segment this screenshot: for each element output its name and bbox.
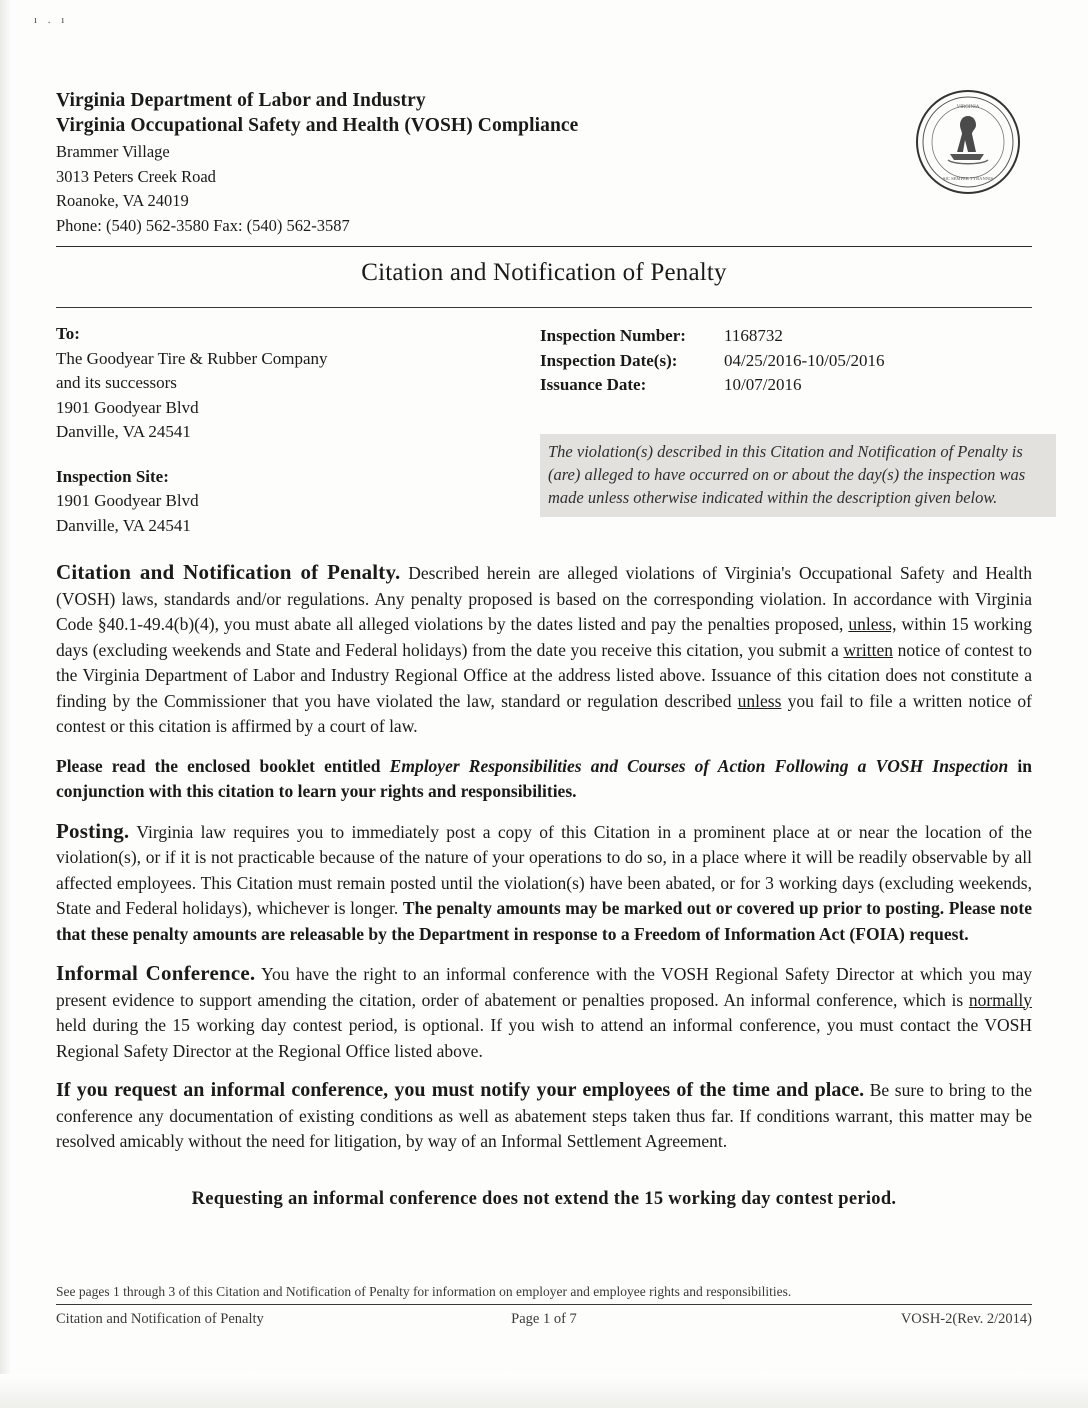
agency-address-line1: Brammer Village [56, 142, 170, 161]
inspection-dates-label: Inspection Date(s): [540, 350, 678, 370]
document-body [56, 560, 1032, 1210]
agency-phone-fax: Phone: (540) 562-3580 Fax: (540) 562-3587 [56, 215, 350, 235]
recipient-block [56, 322, 526, 538]
booklet-text-2: in conjunction with this citation to learn your rights and responsibilities. [56, 755, 1032, 801]
citation-heading: Citation and Notification of Penalty. [56, 560, 401, 584]
recipient-name: The Goodyear Tire & Rubber Company [56, 348, 328, 368]
address-info-block [56, 322, 1032, 538]
informal-text-2: held during the 15 working day contest period, is optional. If you wish to attend an informal conference, you must contact the VOSH Regional Safety Director at the Regional Office listed above. [56, 1015, 1032, 1061]
closing-notice: Requesting an informal conference does not extend the 15 working day contest period. [191, 1188, 897, 1209]
recipient-successors: and its successors [56, 373, 177, 392]
booklet-paragraph [56, 754, 1032, 805]
informal-conference-paragraph [56, 961, 1032, 1064]
scan-corner-marks: ı . ı [34, 14, 69, 26]
footer-row [56, 1309, 1032, 1329]
scan-edge-left [0, 0, 12, 1408]
footer-note: See pages 1 through 3 of this Citation and Notification of Penalty for information on employer and employee rights and responsibilities. [56, 1284, 792, 1299]
violation-note-box: The violation(s) described in this Citation and Notification of Penalty is (are) alleged to have occurred on or about the day(s) the inspection was made unless otherwise indicated within the description given below. [540, 434, 1056, 517]
booklet-title: Employer Responsibilities and Courses of Action Following a VOSH Inspection [389, 755, 1009, 776]
page-footer [56, 1282, 1032, 1329]
inspection-number-label: Inspection Number: [540, 326, 686, 345]
citation-text-3: notice of contest to the Virginia Department of Labor and Industry Regional Office at the address listed above. Issuance of this citation does not constitute a finding by the Commissioner that you have violated the law, standard or regulation described [56, 639, 1032, 711]
inspection-site-label: Inspection Site: [56, 466, 169, 486]
posting-bold-tail: The penalty amounts may be marked out or covered up prior to posting. Please note that these penalty amounts are releasable by the Department in response to a Freedom of Information Act (FOIA) request. [56, 898, 1033, 944]
inspection-dates-value: 04/25/2016-10/05/2016 [724, 350, 885, 370]
issuance-date-label: Issuance Date: [540, 375, 647, 394]
virginia-state-seal-icon [914, 88, 1022, 196]
recipient-street: 1901 Goodyear Blvd [56, 397, 199, 417]
agency-address-line3: Roanoke, VA 24019 [56, 191, 189, 210]
agency-address-line2: 3013 Peters Creek Road [56, 166, 216, 186]
booklet-text-1: Please read the enclosed booklet entitled [56, 755, 390, 776]
posting-paragraph [56, 819, 1032, 948]
issuance-date-value: 10/07/2016 [724, 375, 802, 394]
header-divider-bottom [56, 307, 1032, 308]
citation-paragraph [56, 560, 1032, 740]
svg-text:VIRGINIA: VIRGINIA [956, 105, 980, 110]
inspection-site-city-state-zip: Danville, VA 24541 [56, 515, 191, 535]
request-text: Be sure to bring to the conference any documentation of existing conditions as well as abatement steps taken thus far. If conditions warrant, this matter may be resolved amicably without the need for litigation, by way of an Informal Settlement Agreement. [56, 1080, 1033, 1151]
inspection-dates-row [540, 349, 1032, 374]
inspection-details-block [540, 324, 1032, 398]
footer-doc-name: Citation and Notification of Penalty [56, 1311, 264, 1327]
document-content [56, 88, 1032, 1210]
footer-divider [56, 1304, 1032, 1305]
posting-heading: Posting. [56, 818, 130, 843]
informal-normally: normally [968, 989, 1032, 1010]
agency-name-line1: Virginia Department of Labor and Industry [56, 90, 426, 111]
citation-unless-1: unless, [848, 614, 897, 634]
footer-form-revision: VOSH-2(Rev. 2/2014) [900, 1311, 1032, 1327]
page-title: Citation and Notification of Penalty [361, 259, 727, 286]
citation-unless-2: unless [737, 690, 782, 711]
informal-conference-heading: Informal Conference. [56, 961, 256, 985]
letterhead [56, 88, 1032, 236]
recipient-label: To: [56, 324, 80, 343]
issuance-date-row [540, 373, 1032, 398]
inspection-number-row [540, 324, 1032, 349]
informal-text-1: You have the right to an informal conference with the VOSH Regional Safety Director at which you may present evidence to support amending the citation, order of abatement or penalties proposed. An informal conference, which is [56, 964, 1032, 1010]
scan-edge-bottom [0, 1374, 1088, 1408]
agency-name-line2: Virginia Occupational Safety and Health (VOSH) Compliance [56, 115, 579, 136]
inspection-site-block [56, 465, 526, 539]
request-conference-paragraph [56, 1078, 1032, 1155]
citation-text-4: you fail to file a written notice of contest or this citation is affirmed by a court of law. [56, 690, 1032, 736]
citation-text-1: Described herein are alleged violations of Virginia's Occupational Safety and Health (VOSH) laws, standards and/or regulations. Any penalty proposed is based on the corresponding violation. In accordance with Virginia Code §40.1-49.4(b)(4), you must abate all alleged violations by the dates listed and pay the penalties proposed, [56, 563, 1032, 634]
posting-text-1: Virginia law requires you to immediately post a copy of this Citation in a prominent place at or near the location of the violation(s), or if it is not practicable because of the nature of your operations to do so, in a place where it will be readily observable by all affected employees. This Citation must remain posted until the violation(s) have been abated, or for 3 working days (excluding weekends, State and Federal holidays), whichever is longer. [56, 821, 1032, 918]
recipient-city-state-zip: Danville, VA 24541 [56, 422, 191, 441]
footer-page-number: Page 1 of 7 [511, 1311, 577, 1327]
inspection-site-street: 1901 Goodyear Blvd [56, 491, 199, 510]
inspection-number-value: 1168732 [724, 326, 783, 345]
svg-text:SIC SEMPER TYRANNIS: SIC SEMPER TYRANNIS [942, 176, 994, 181]
request-bold-lead: If you request an informal conference, you must notify your employees of the time and place. [56, 1079, 865, 1101]
citation-written: written [843, 639, 893, 660]
citation-text-2: within 15 working days (excluding weekends and State and Federal holidays) from the date you receive this citation, you submit a [56, 614, 1032, 660]
